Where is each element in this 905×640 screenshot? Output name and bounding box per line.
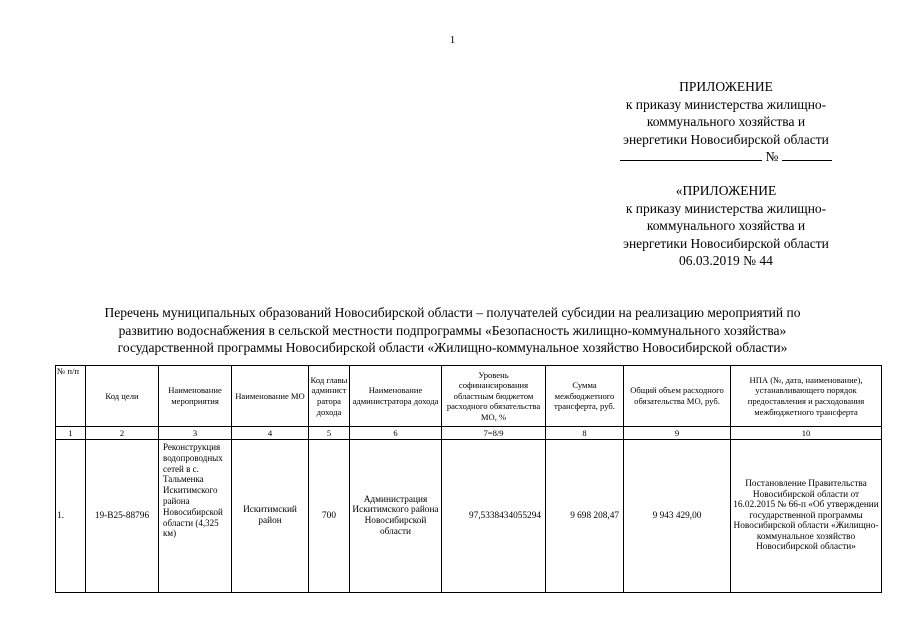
cell-number: 1.	[56, 440, 86, 593]
appendix-first-line: к приказу министерства жилищно-	[625, 96, 827, 112]
header-transfer-sum: Сумма межбюджетного трансферта, руб.	[546, 366, 624, 427]
number-sign: №	[765, 149, 779, 164]
column-number: 1	[56, 427, 86, 440]
blank-number-field	[782, 148, 832, 161]
table-row	[56, 440, 882, 593]
appendix-block-first	[600, 78, 852, 166]
blank-date-field	[620, 148, 762, 161]
column-number: 6	[350, 427, 442, 440]
header-activity: Наименование мероприятия	[159, 366, 232, 427]
cell-activity: Реконструкция водопроводных сетей в с. Тальменка Искитимского района Новосибирской области (4,325 км)	[159, 440, 232, 593]
header-goal-code: Код цели	[86, 366, 159, 427]
header-cofinancing-level: Уровень софинансирования областным бюджетом расходного обязательства МО, %	[442, 366, 546, 427]
column-number: 9	[624, 427, 731, 440]
title-line: развитию водоснабжения в сельской местности подпрограммы «Безопасность жилищно-коммунального хозяйства»	[118, 322, 787, 338]
appendix-second-heading: «ПРИЛОЖЕНИЕ	[675, 183, 777, 198]
column-number: 5	[309, 427, 350, 440]
header-number: № п/п	[56, 366, 86, 427]
appendix-first-line: энергетики Новосибирской области	[623, 131, 829, 147]
header-mo-name: Наименование МО	[232, 366, 309, 427]
title-line: государственной программы Новосибирской области «Жилищно-коммунальное хозяйство Новосибирской области»	[117, 340, 788, 355]
column-number: 3	[159, 427, 232, 440]
subsidy-recipients-table	[55, 365, 882, 593]
header-npa: НПА (№, дата, наименование), устанавливающего порядок предоставления и расходования межбюджетного трансферта	[731, 366, 882, 427]
cell-goal-code: 19-B25-88796	[86, 440, 159, 593]
column-number: 8	[546, 427, 624, 440]
cell-mo-name: Искитимский район	[232, 440, 309, 593]
column-number: 2	[86, 427, 159, 440]
cell-admin-name: Администрация Искитимского района Новосибирской области	[350, 440, 442, 593]
appendix-second-date-number: 06.03.2019 № 44	[679, 253, 773, 268]
header-admin-code: Код главы администратора дохода	[309, 366, 350, 427]
page-number: 1	[449, 34, 456, 46]
appendix-first-heading: ПРИЛОЖЕНИЕ	[679, 79, 773, 94]
cell-npa: Постановление Правительства Новосибирской области от 16.02.2015 № 66-п «Об утверждении государственной программы Новосибирской области «Жилищно-коммунальное хозяйство Новосибирской области»	[731, 440, 882, 593]
document-title	[30, 304, 875, 357]
header-admin-name: Наименование администратора дохода	[350, 366, 442, 427]
header-total-volume: Общий объем расходного обязательства МО, руб.	[624, 366, 731, 427]
signature-date-line	[600, 148, 852, 166]
cell-transfer-sum: 9 698 208,47	[546, 440, 624, 593]
appendix-second-line: коммунального хозяйства и	[646, 218, 806, 233]
cell-total-volume: 9 943 429,00	[624, 440, 731, 593]
cell-cofinancing-level: 97,5338434055294	[442, 440, 546, 593]
appendix-block-second	[600, 182, 852, 270]
column-number: 10	[731, 427, 882, 440]
table-header-row	[56, 366, 882, 427]
column-number: 7=8/9	[442, 427, 546, 440]
title-line: Перечень муниципальных образований Новосибирской области – получателей субсидии на реализацию мероприятий по	[104, 305, 801, 320]
appendix-second-line: энергетики Новосибирской области	[623, 235, 829, 251]
appendix-first-line: коммунального хозяйства и	[646, 114, 806, 129]
cell-admin-code: 700	[309, 440, 350, 593]
appendix-second-line: к приказу министерства жилищно-	[625, 200, 827, 216]
column-number: 4	[232, 427, 309, 440]
column-number-row	[56, 427, 882, 440]
